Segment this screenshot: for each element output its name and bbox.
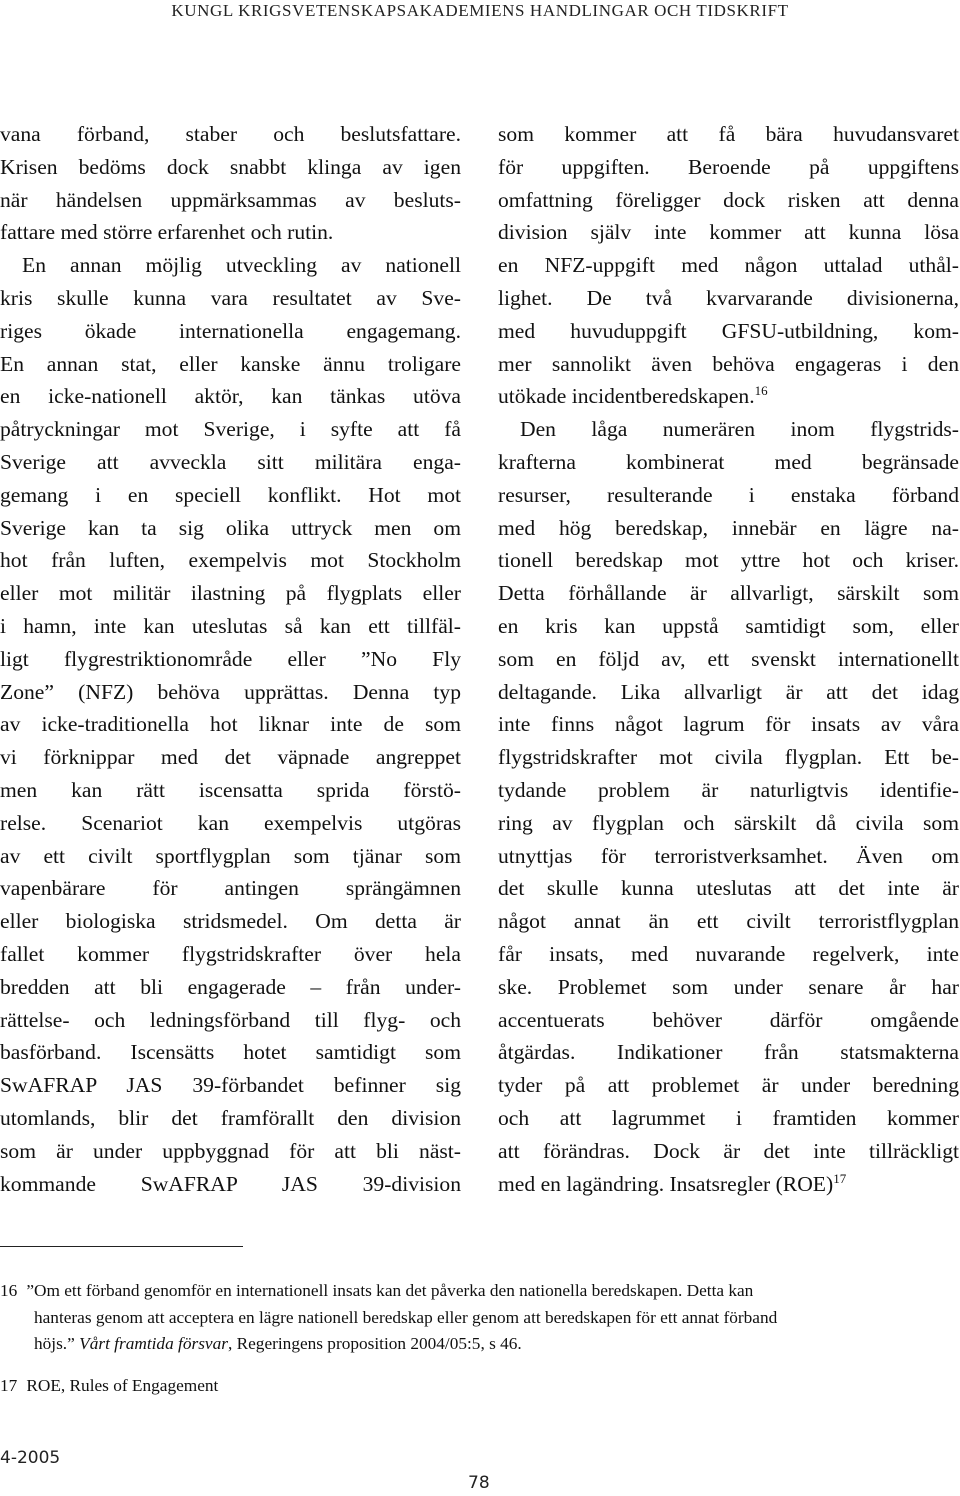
text-line: en kris kan uppstå samtidigt som, eller [498,613,959,638]
running-header: KUNGL KRIGSVETENSKAPSAKADEMIENS HANDLINGAR OCH TIDSKRIFT [171,1,789,20]
text-line: bredden att bli engagerade – från under- [0,974,461,999]
text-line: division själv inte kommer att kunna lösa [498,220,959,245]
spacer [0,1358,960,1373]
text-line: vi förknippar med det väpnade angreppet [0,745,461,770]
text-line: kris skulle kunna vara resultatet av Sve- [0,285,461,310]
text-line: utökade incidentberedskapen. [498,384,755,409]
text-line: av ett civilt sportflygplan som tjänar som [0,843,461,868]
text-line: något annat än ett civilt terroristflygplan [498,909,959,934]
text-line-with-footnote-ref [498,380,959,413]
footnote-ref-17: 17 [833,1170,847,1186]
text-line: kommande SwAFRAP JAS 39-division [0,1171,461,1196]
text-line: relse. Scenariot kan exempelvis utgöras [0,810,461,835]
text-line: det skulle kunna uteslutas att det inte är [498,876,959,901]
text-line: Den låga numerären inom flygstrids- [520,417,959,442]
footnote-text: , Regeringens proposition 2004/05:5, s 46. [227,1334,522,1353]
text-line: riges ökade internationella engagemang. [0,318,461,343]
text-line: och att lagrummet i framtiden kommer [498,1105,959,1130]
text-line: ske. Problemet som under senare år har [498,974,959,999]
text-line: gemang i en speciell konflikt. Hot mot [0,482,461,507]
footnote-number: 17 [0,1375,18,1395]
text-line: när händelsen uppmärksammas av besluts- [0,187,461,212]
text-line: med hög beredskap, innebär en lägre na- [498,515,959,540]
text-line: inte finns något lagrum för insats av våra [498,712,959,737]
text-line: utomlands, blir det framförallt den division [0,1105,461,1130]
left-text-column [0,118,461,1200]
text-line: tydande problem är naturligtvis identifie- [498,777,959,802]
text-line: vana förband, staber och beslutsfattare. [0,122,461,146]
text-line: vapenbärare för antingen sprängämnen [0,876,461,901]
text-line: utnyttjas för terroristverksamhet. Även om [498,843,959,868]
text-line: En annan stat, eller kanske ännu troligare [0,351,461,376]
text-line: ring av flygplan och särskilt då civila som [498,810,959,835]
text-line: lighet. De två kvarvarande divisionerna, [498,285,959,310]
text-line: Zone” (NFZ) behöva upprättas. Denna typ [0,679,461,704]
text-line: Sverige kan ta sig olika uttryck men om [0,515,461,540]
text-line: rättelse- och ledningsförband till flyg- och [0,1007,461,1032]
text-line: som kommer att få bära huvudansvaret [498,122,959,146]
footnote-text: höjs.” [34,1334,75,1353]
text-line: fallet kommer flygstridskrafter över hela [0,941,461,966]
footnote-text: ROE, Rules of Engagement [26,1375,219,1395]
text-line: krafterna kombinerat med begränsade [498,449,959,474]
issue-number: 4-2005 [0,1448,61,1468]
text-line: accentuerats behöver därför omgående [498,1007,959,1032]
footnote-17-line [0,1373,960,1400]
text-line: en icke-nationell aktör, kan tänkas utöva [0,384,461,409]
text-line: mer sannolikt även behöva engageras i den [498,351,959,376]
text-line: flygstridskrafter mot civila flygplan. Ett be- [498,745,959,770]
text-line: som är under uppbyggnad för att bli näst- [0,1138,461,1163]
text-line: tyder på att problemet är under beredning [498,1073,959,1098]
text-line: fattare med större erfarenhet och rutin. [0,220,334,245]
text-line: som en följd av, ett svenskt internationellt [498,646,959,671]
text-line: i hamn, inte kan uteslutas så kan ett tillfäl- [0,613,461,638]
page-number: 78 [468,1473,490,1493]
footnotes [0,1278,960,1399]
text-line: omfattning föreligger dock risken att denna [498,187,959,212]
footnote-16-line: hanteras genom att acceptera en lägre nationell beredskap eller genom att beredskapen för ett annat förband [34,1307,778,1327]
text-line: påtryckningar mot Sverige, i syfte att få [0,417,461,442]
text-line: eller biologiska stridsmedel. Om detta är [0,909,461,934]
right-text-column [498,118,959,1200]
text-line: tionell beredskap mot yttre hot och kriser. [498,548,959,573]
text-line: En annan möjlig utveckling av nationell [22,253,461,278]
text-line: med huvuduppgift GFSU-utbildning, kom- [498,318,959,343]
footnote-citation-title: Vårt framtida försvar [79,1334,228,1353]
text-line: av icke-traditionella hot liknar inte de som [0,712,461,737]
text-line: eller mot militär ilastning på flygplats eller [0,581,461,606]
text-line: att förändras. Dock är det inte tillräckligt [498,1138,959,1163]
text-line: resurser, resulterande i enstaka förband [498,482,959,507]
text-line: med en lagändring. Insatsregler (ROE) [498,1171,834,1196]
text-line: Detta förhållande är allvarligt, särskilt som [498,581,959,606]
text-line: Sverige att avveckla sitt militära enga- [0,449,461,474]
text-line-with-footnote-ref [498,1168,959,1201]
text-line: en NFZ-uppgift med någon uttalad uthål- [498,253,959,278]
text-line: för uppgiften. Beroende på uppgiftens [498,154,959,179]
footnote-16-line [0,1278,960,1305]
text-line: ligt flygrestriktionområde eller ”No Fly [0,646,461,671]
text-line: basförband. Iscensätts hotet samtidigt som [0,1040,461,1065]
text-line: SwAFRAP JAS 39-förbandet befinner sig [0,1073,461,1098]
footnote-ref-16: 16 [754,383,768,399]
footnote-number: 16 [0,1281,18,1300]
footnote-divider [0,1246,243,1247]
text-line: Krisen bedöms dock snabbt klinga av igen [0,154,461,179]
text-line: hot från luften, exempelvis mot Stockholm [0,548,461,573]
text-line: men kan rätt iscensatta sprida förstö- [0,777,461,802]
footnote-16-line [0,1331,960,1358]
text-line: får insats, med nuvarande regelverk, inte [498,941,959,966]
footnote-text: ”Om ett förband genomför en internationell insats kan det påverka den nationella beredskapen. Detta kan [26,1281,754,1300]
text-line: deltagande. Lika allvarligt är att det idag [498,679,959,704]
text-line: åtgärdas. Indikationer från statsmakterna [498,1040,959,1065]
